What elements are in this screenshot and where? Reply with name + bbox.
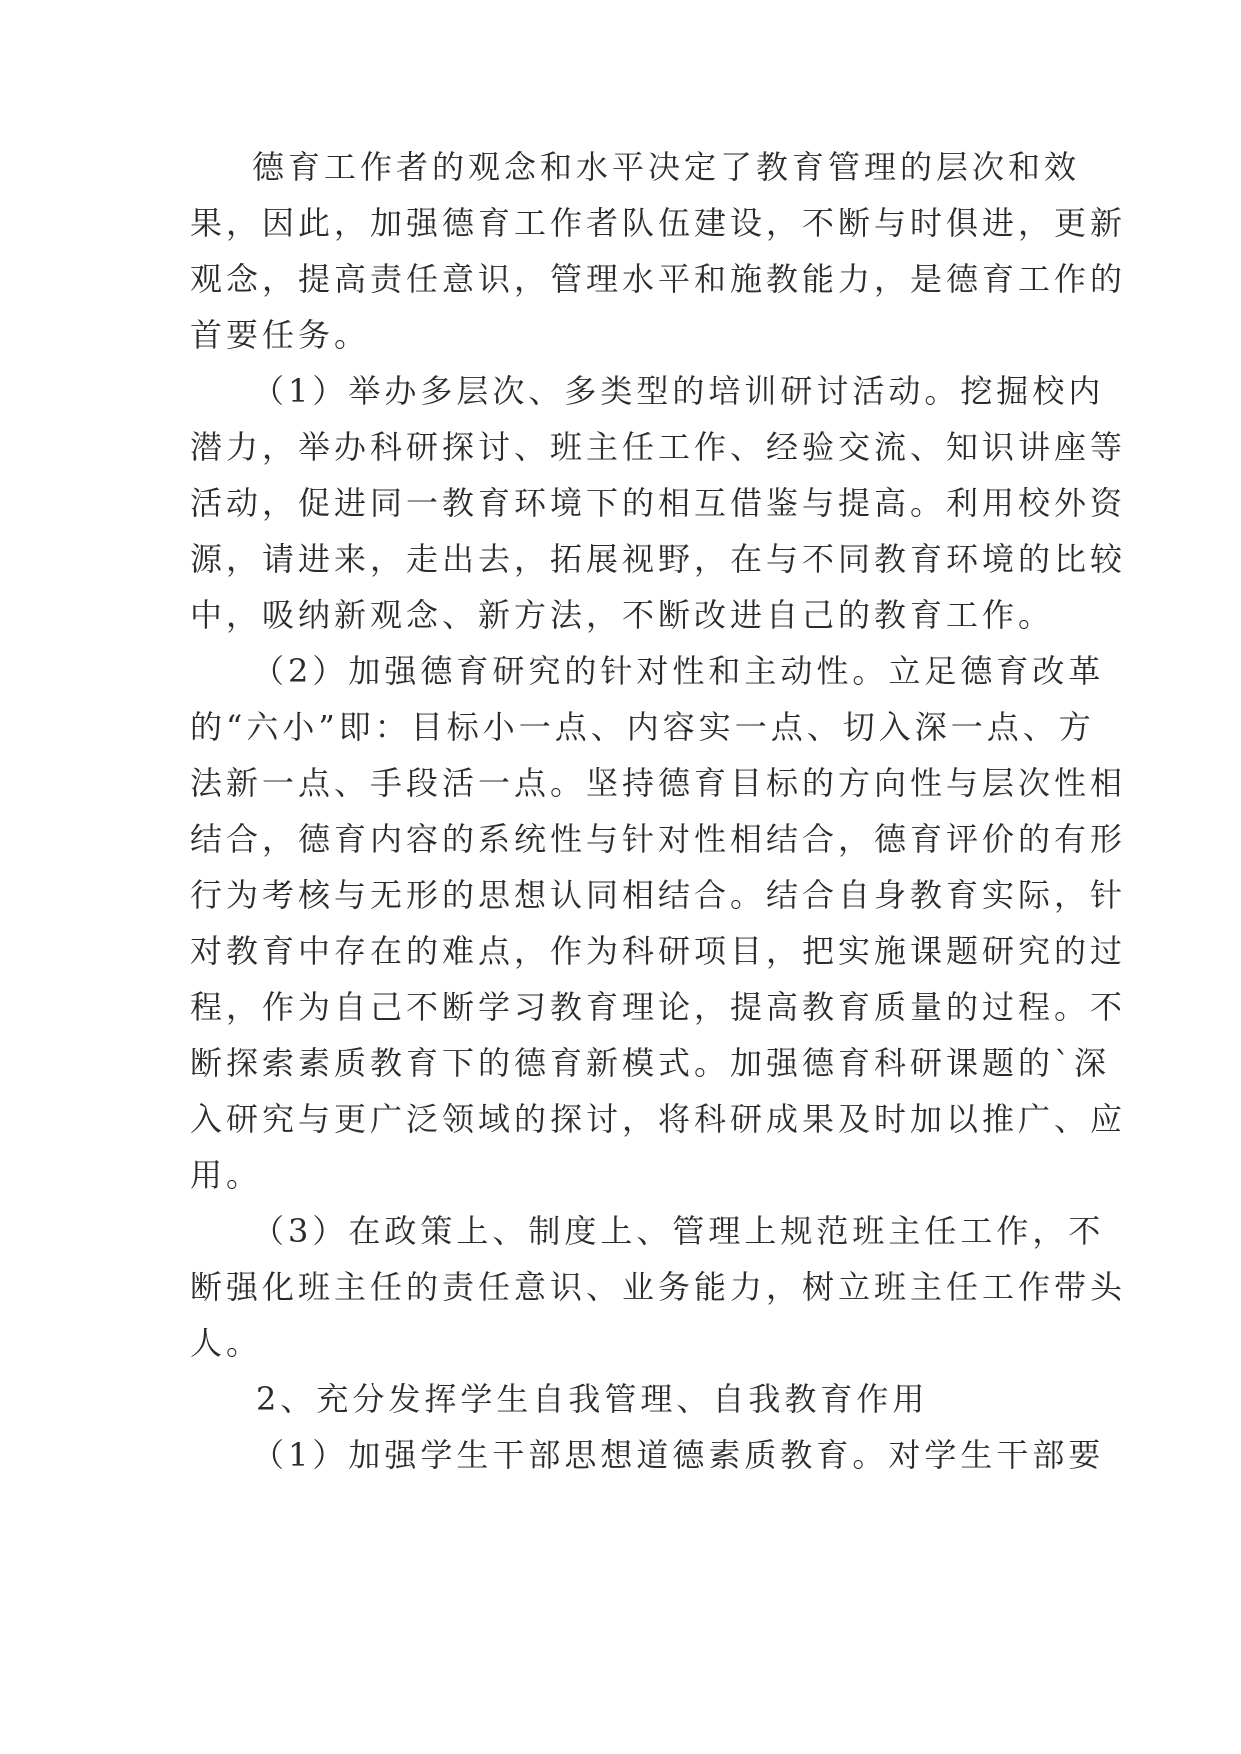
section-heading-2: 2、充分发挥学生自我管理、自我教育作用: [256, 1380, 929, 1418]
paragraph-3-line-9: 入研究与更广泛领域的探讨，将科研成果及时加以推广、应: [190, 1100, 1127, 1138]
paragraph-2-line-1: （1）举办多层次、多类型的培训研讨活动。挖掘校内: [252, 372, 1105, 410]
paragraph-1-line-3: 观念，提高责任意识，管理水平和施教能力，是德育工作的: [190, 260, 1127, 298]
paragraph-2-line-5: 中，吸纳新观念、新方法，不断改进自己的教育工作。: [190, 596, 1055, 634]
paragraph-3-line-6: 对教育中存在的难点，作为科研项目，把实施课题研究的过: [190, 932, 1127, 970]
paragraph-3-line-2: 的“六小”即：目标小一点、内容实一点、切入深一点、方: [190, 708, 1095, 746]
paragraph-3-line-8: 断探索素质教育下的德育新模式。加强德育科研课题的`深: [190, 1044, 1111, 1082]
paragraph-4-line-3: 人。: [190, 1324, 263, 1362]
paragraph-2-line-4: 源，请进来，走出去，拓展视野，在与不同教育环境的比较: [190, 540, 1127, 578]
paragraph-1-line-1: 德育工作者的观念和水平决定了教育管理的层次和效: [252, 148, 1081, 186]
paragraph-1-line-2: 果，因此，加强德育工作者队伍建设，不断与时俱进，更新: [190, 204, 1127, 242]
paragraph-3-line-10: 用。: [190, 1156, 263, 1194]
paragraph-3-line-3: 法新一点、手段活一点。坚持德育目标的方向性与层次性相: [190, 764, 1127, 802]
paragraph-3-line-5: 行为考核与无形的思想认同相结合。结合自身教育实际，针: [190, 876, 1127, 914]
paragraph-4-line-1: （3）在政策上、制度上、管理上规范班主任工作，不: [252, 1212, 1105, 1250]
paragraph-5-line-1: （1）加强学生干部思想道德素质教育。对学生干部要: [252, 1436, 1105, 1474]
paragraph-2-line-2: 潜力，举办科研探讨、班主任工作、经验交流、知识讲座等: [190, 428, 1127, 466]
paragraph-2-line-3: 活动，促进同一教育环境下的相互借鉴与提高。利用校外资: [190, 484, 1127, 522]
paragraph-3-line-7: 程，作为自己不断学习教育理论，提高教育质量的过程。不: [190, 988, 1127, 1026]
paragraph-3-line-4: 结合，德育内容的系统性与针对性相结合，德育评价的有形: [190, 820, 1127, 858]
paragraph-3-line-1: （2）加强德育研究的针对性和主动性。立足德育改革: [252, 652, 1105, 690]
paragraph-1-line-4: 首要任务。: [190, 316, 371, 354]
paragraph-4-line-2: 断强化班主任的责任意识、业务能力，树立班主任工作带头: [190, 1268, 1127, 1306]
